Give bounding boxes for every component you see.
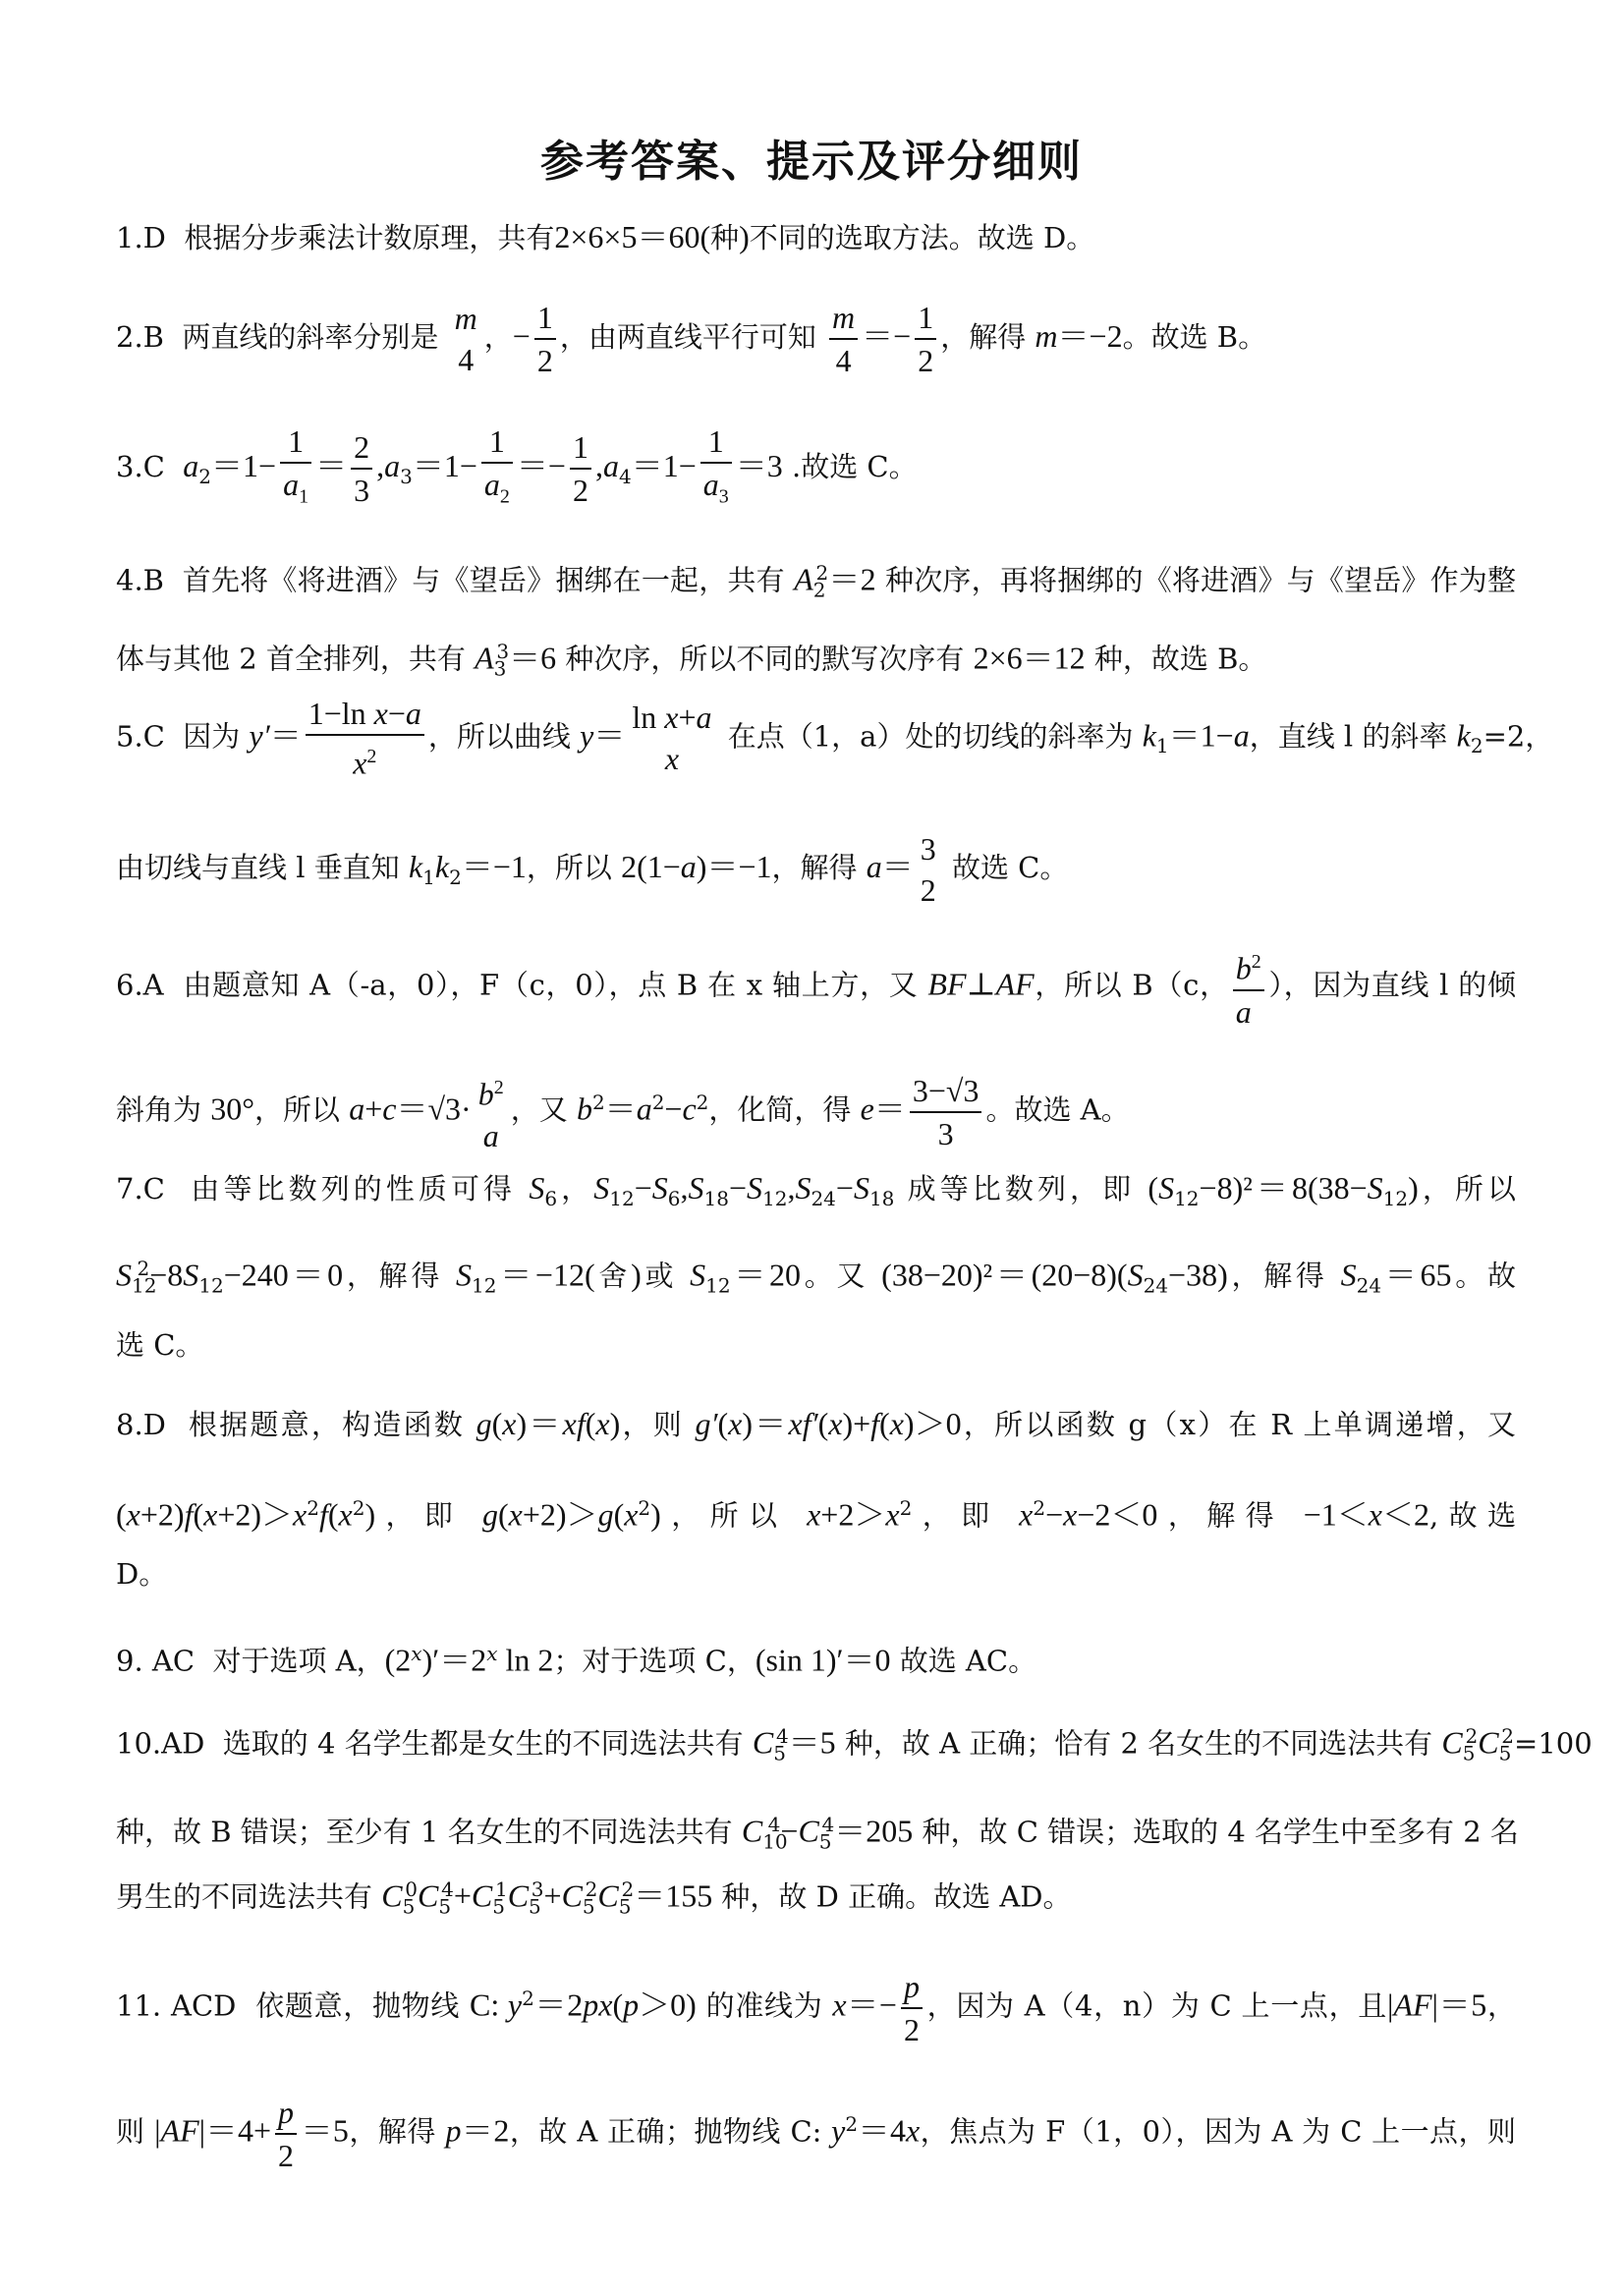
answer-line-8a: 8.D 根据题意，构造函数 g(x)＝xf(x)，则 g′(x)＝xf′(x)+f(x)＞0，所以函数 g（x）在 R 上单调递增，又	[116, 1406, 1517, 1441]
answer-line-6b: 斜角为 30°，所以 a+c＝√3· $b^2$ a ，又 $b^2=a^2-c^2$，化简，得 e＝ $\frac{3-√3}{3}$ 。故选 A。	[116, 1061, 1516, 1156]
answer-line-10b: 种，故 B 错误；至少有 1 名女生的不同选法共有 $C_{10}^4-C_5^4=205$ 种，故 C 错误；选取的 4 名学生中至多有 2 名	[116, 1813, 1519, 1854]
answer-line-7c: 选 C。	[116, 1328, 204, 1362]
page-title: 参考答案、提示及评分细则	[540, 137, 1083, 187]
answer-line-4b: 体与其他 2 首全排列，共有 $A_3^3=6$ 种次序，所以不同的默写次序有 2×6＝12 种，故选 B。	[116, 640, 1267, 681]
answer-line-4a: 4.B 首先将《将进酒》与《望岳》捆绑在一起，共有 $A_2^2=2$ 种次序，再将捆绑的《将进酒》与《望岳》作为整	[116, 561, 1516, 602]
answer-line-10a: 10.AD 选取的 4 名学生都是女生的不同选法共有 $C_5^4=5$ 种，故 A 正确；恰有 2 名女生的不同选法共有 $C_5^2C_5^2=100$	[116, 1724, 1593, 1765]
answer-line-3: 3.C $a_2=1-$ $\frac{1}{a_1}$ ＝ $\frac{2}{3}$ $,a_3=1-$ $\frac{1}{a_2}$ ＝− $\frac{1}{2}$ $,a_4=1-$ $\frac{1}{a_3}$ ＝3 .故选 C。	[116, 420, 1516, 518]
answer-line-1: 1.D 根据分步乘法计数原理，共有2×6×5＝60(种)不同的选取方法。故选 D。	[116, 219, 1095, 254]
answer-line-6a: 6.A 由题意知 A（-a，0），F（c，0），点 B 在 x 轴上方，又 BF⊥AF，所以 B（c， $\frac{b^2}{a}$ ），因为直线 l 的倾	[116, 941, 1516, 1033]
answer-line-10c: 男生的不同选法共有 $C_5^0C_5^4+C_5^1C_5^3+C_5^2C_5^2=155$ 种，故 D 正确。故选 AD。	[116, 1877, 1072, 1919]
answer-line-5a: 5.C 因为 y′＝ $\frac{\text{1−ln x−a}}{x^2}$ ，所以曲线 y＝ ln x+a x 在点（1，a）处的切线的斜率为 $k_1=1-a$，直线 l 的斜率 $k_2=2$，	[116, 693, 1516, 787]
answer-line-8b: $(x+2)f(x+2)>x^2f(x^2)$，即 $g(x+2)>g(x^2)$，所以 $x+2>x^2$，即 $x^2-x-2<0$，解得 −1＜x＜2,故选	[116, 1496, 1517, 1533]
answer-line-7a: 7.C 由等比数列的性质可得 $S_6$，$S_{12}-S_6,S_{18}-S_{12},S_{24}-S_{18}$ 成等比数列，即 $(S_{12}-8)^2=8(38-S_{12})$，所以	[116, 1170, 1516, 1210]
answer-line-8c: D。	[116, 1557, 168, 1591]
answer-line-11a: 11. ACD 依题意，抛物线 C: $y^2=2px(p>0)$ 的准线为 x＝− $\frac{p}{2}$ ，因为 A（4，n）为 C 上一点，且|AF|＝5，	[116, 1957, 1516, 2050]
answer-line-2: 2.B 两直线的斜率分别是 m 4 ，− $\frac{1}{2}$ ，由两直线平行可知 $\frac{m}{4}$ ＝− $\frac{1}{2}$ ，解得 m＝−2。故选 B。	[116, 295, 1516, 381]
answer-line-11b: 则 |AF|＝4+ $\frac{p}{2}$ ＝5，解得 p＝2，故 A 正确；抛物线 C: $y^2=4x$，焦点为 F（1，0），因为 A 为 C 上一点，则	[116, 2083, 1516, 2176]
answer-line-9: 9. AC 对于选项 A，$(2^x)'=2^x$ ln 2；对于选项 C，(sin 1)′＝0 故选 AC。	[116, 1642, 1037, 1678]
answer-line-7b: $S_{12}^2-8S_{12}-240=0$，解得 $S_{12}=-12$(舍)或 $S_{12}=20$。又 $(38-20)^2=(20-8)(S_{24}-38)$，解得 $S_{24}=65$。故	[116, 1257, 1516, 1298]
answer-line-5b: 由切线与直线 l 垂直知 $k_1k_2=-1$，所以 2(1−a)＝−1，解得 a＝ 3 2 故选 C。	[116, 831, 1069, 908]
